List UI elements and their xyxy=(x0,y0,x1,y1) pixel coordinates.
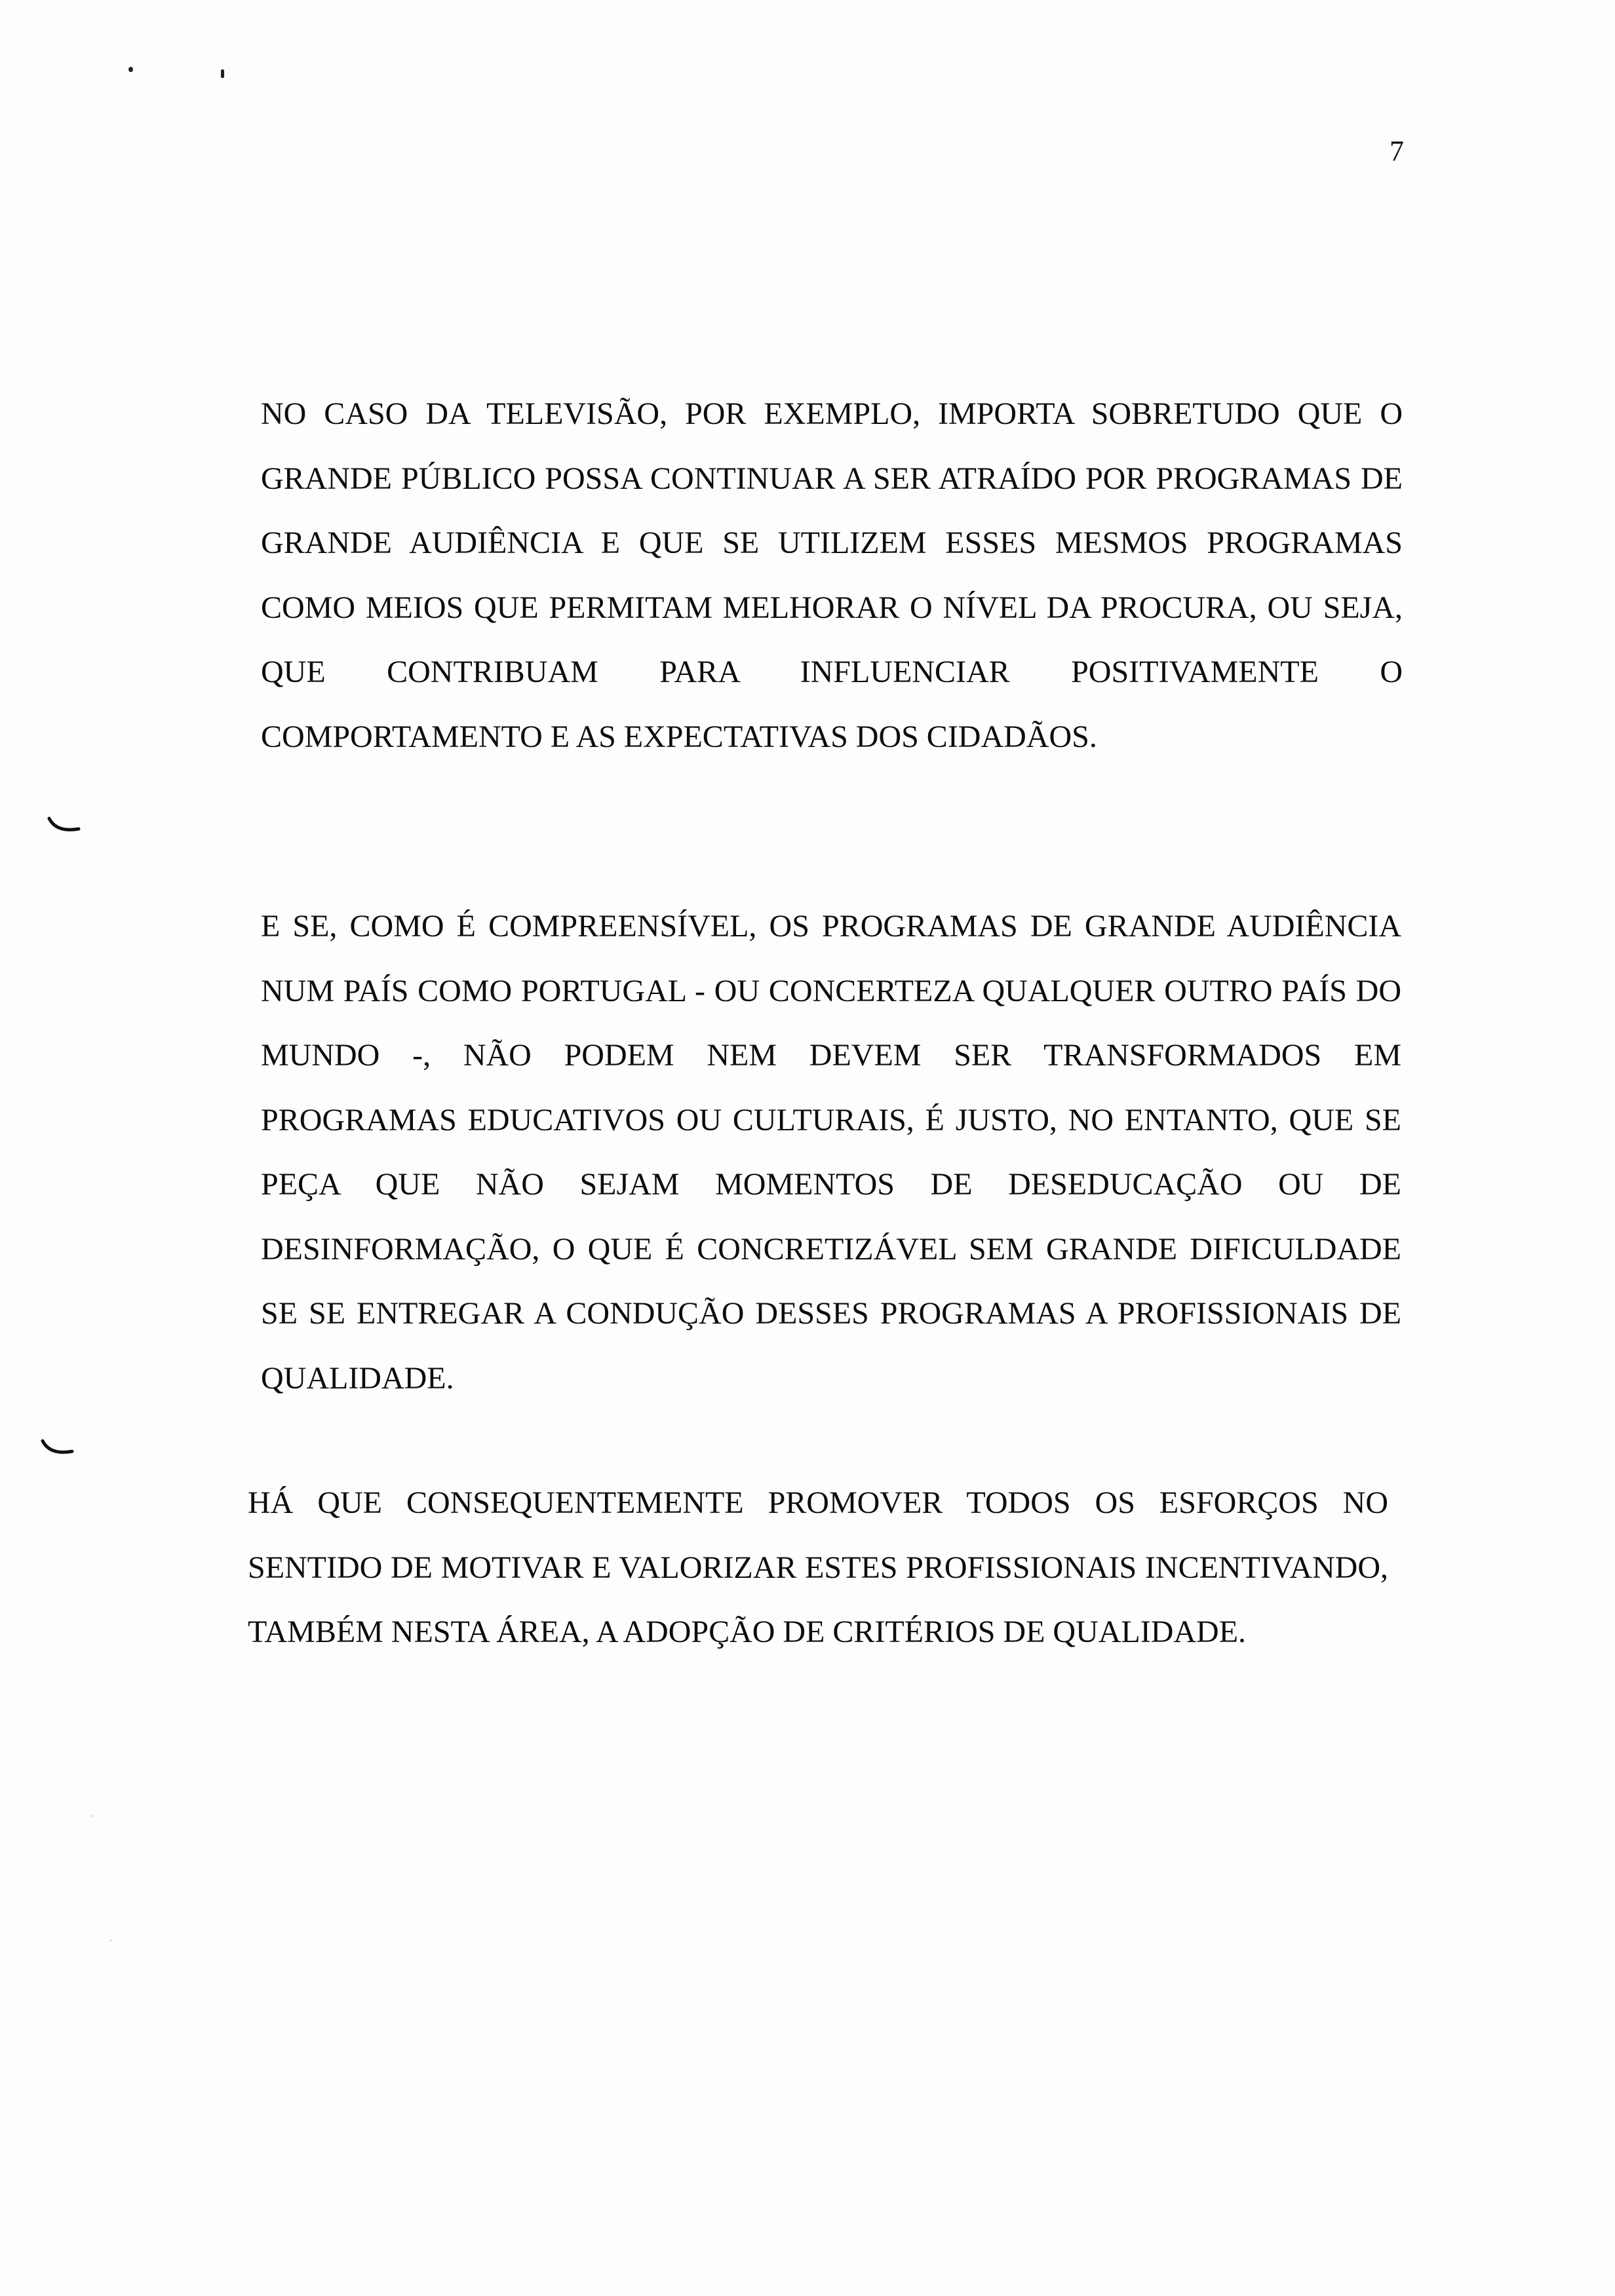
scan-speck xyxy=(92,1815,94,1817)
scan-speck xyxy=(221,69,224,78)
scan-speck xyxy=(128,67,133,72)
body-paragraph: NO CASO DA TELEVISÃO, POR EXEMPLO, IMPORTA SOBRETUDO QUE O GRANDE PÚBLICO POSSA CONTINUAR A SER ATRAÍDO POR PROGRAMAS DE GRANDE AUDIÊNCIA E QUE SE UTILIZEM ESSES MESMOS PROGRAMAS COMO MEIOS QUE PERMITAM MELHORAR O NÍVEL DA PROCURA, OU SEJA, QUE CONTRIBUAM PARA INFLUENCIAR POSITIVAMENTE O COMPORTAMENTO E AS EXPECTATIVAS DOS CIDADÃOS. xyxy=(261,396,1403,754)
scan-speck xyxy=(110,1940,112,1942)
body-paragraph: HÁ QUE CONSEQUENTEMENTE PROMOVER TODOS OS ESFORÇOS NO SENTIDO DE MOTIVAR E VALORIZAR ESTES PROFISSIONAIS INCENTIVANDO, TAMBÉM NESTA ÁREA, A ADOPÇÃO DE CRITÉRIOS DE QUALIDADE. xyxy=(248,1485,1388,1649)
page-number: 7 xyxy=(1390,135,1404,167)
margin-check-mark-icon xyxy=(41,1438,75,1458)
margin-check-mark-icon xyxy=(47,816,81,835)
body-paragraph: E SE, COMO É COMPREENSÍVEL, OS PROGRAMAS DE GRANDE AUDIÊNCIA NUM PAÍS COMO PORTUGAL - OU CONCERTEZA QUALQUER OUTRO PAÍS DO MUNDO -, NÃO PODEM NEM DEVEM SER TRANSFORMADOS EM PROGRAMAS EDUCATIVOS OU CULTURAIS, É JUSTO, NO ENTANTO, QUE SE PEÇA QUE NÃO SEJAM MOMENTOS DE DESEDUCAÇÃO OU DE DESINFORMAÇÃO, O QUE É CONCRETIZÁVEL SEM GRANDE DIFICULDADE SE SE ENTREGAR A CONDUÇÃO DESSES PROGRAMAS A PROFISSIONAIS DE QUALIDADE. xyxy=(261,909,1401,1396)
